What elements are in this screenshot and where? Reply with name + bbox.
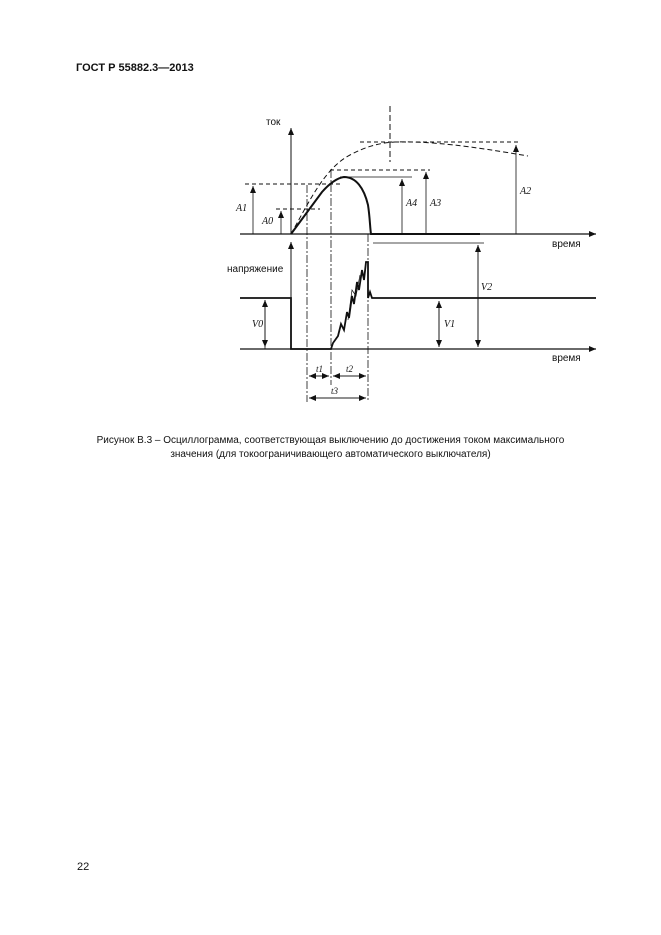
label-a4: A4 [406, 198, 418, 209]
page-number: 22 [77, 861, 90, 873]
label-v1: V1 [444, 319, 456, 330]
current-time-label: время [552, 239, 581, 250]
label-a0: A0 [262, 216, 274, 227]
current-axis-label: ток [266, 117, 281, 128]
label-a3: A3 [430, 198, 442, 209]
voltage-axis-label: напряжение [227, 264, 284, 275]
document-header: ГОСТ Р 55882.3—2013 [76, 62, 194, 74]
caption-line-2: значения (для токоограничивающего автоматического выключателя) [170, 449, 491, 460]
label-t3: t3 [331, 386, 339, 396]
label-v0: V0 [252, 319, 264, 330]
label-t2: t2 [346, 364, 354, 374]
label-v2: V2 [481, 282, 493, 293]
label-a2: A2 [520, 186, 532, 197]
current-diagram [235, 106, 596, 250]
figure-caption [70, 434, 591, 462]
caption-line-1: Рисунок В.3 – Осциллограмма, соответствующая выключению до достижения током максимального [96, 435, 565, 446]
voltage-time-label: время [552, 353, 581, 364]
voltage-waveform [240, 262, 596, 349]
label-a1: A1 [236, 203, 248, 214]
label-t1: t1 [316, 364, 324, 374]
voltage-diagram [227, 242, 596, 364]
